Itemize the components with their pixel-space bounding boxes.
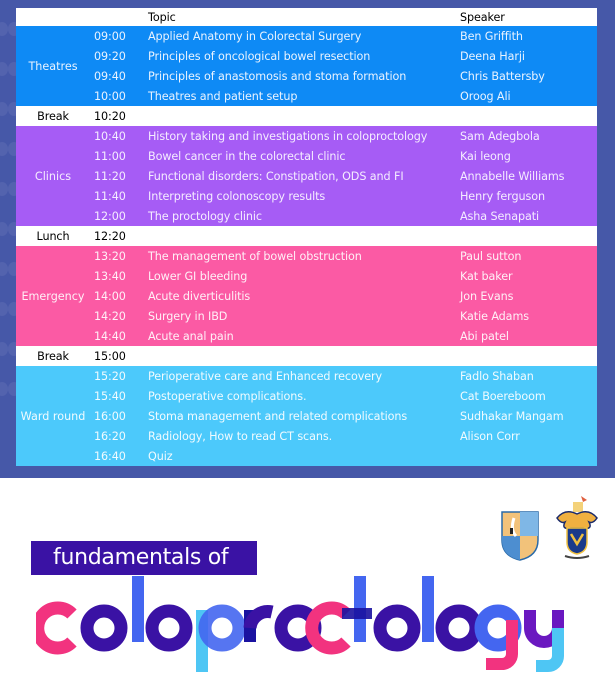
speaker: Jon Evans bbox=[460, 289, 514, 303]
topic: Stoma management and related complications bbox=[148, 409, 408, 423]
table-row bbox=[16, 46, 597, 66]
table-row bbox=[16, 86, 597, 106]
session-theatres bbox=[16, 26, 597, 106]
decorative-dot bbox=[0, 382, 8, 396]
session-label: Emergency bbox=[21, 289, 85, 303]
topic: Principles of anastomosis and stoma formation bbox=[148, 69, 407, 83]
speaker: Cat Boereboom bbox=[460, 389, 546, 403]
speaker: Kat baker bbox=[460, 269, 513, 283]
speaker: Katie Adams bbox=[460, 309, 529, 323]
topic: Acute anal pain bbox=[148, 329, 234, 343]
session-label: Ward round bbox=[20, 409, 86, 423]
session-clinics bbox=[16, 126, 597, 226]
decorative-dot bbox=[0, 302, 8, 316]
decorative-dot bbox=[0, 102, 8, 116]
break-label: Break bbox=[37, 349, 69, 363]
session-label: Theatres bbox=[28, 59, 78, 73]
topic: The management of bowel obstruction bbox=[148, 249, 362, 263]
topic: Perioperative care and Enhanced recovery bbox=[148, 369, 383, 383]
speaker: Ben Griffith bbox=[460, 29, 523, 43]
lunch-row bbox=[16, 226, 597, 246]
speaker: Paul sutton bbox=[460, 249, 522, 263]
time: 12:00 bbox=[94, 209, 126, 223]
time: 16:40 bbox=[94, 449, 126, 463]
speaker: Asha Senapati bbox=[460, 209, 540, 223]
table-row bbox=[16, 126, 597, 146]
header-speaker: Speaker bbox=[460, 10, 505, 24]
speaker: Annabelle Williams bbox=[460, 169, 565, 183]
speaker: Chris Battersby bbox=[460, 69, 545, 83]
topic: The proctology clinic bbox=[148, 209, 262, 223]
time: 14:00 bbox=[94, 289, 126, 303]
time: 15:00 bbox=[94, 349, 126, 363]
time: 14:40 bbox=[94, 329, 126, 343]
topic: Functional disorders: Constipation, ODS and FI bbox=[148, 169, 404, 183]
topic: History taking and investigations in coloproctology bbox=[148, 129, 428, 143]
table-row bbox=[16, 386, 597, 406]
speaker: Alison Corr bbox=[460, 429, 520, 443]
time: 09:40 bbox=[94, 69, 126, 83]
decorative-dot bbox=[0, 222, 8, 236]
time: 16:20 bbox=[94, 429, 126, 443]
time: 09:20 bbox=[94, 49, 126, 63]
time: 10:40 bbox=[94, 129, 126, 143]
speaker: Fadlo Shaban bbox=[460, 369, 534, 383]
coloproctology-wordmark bbox=[36, 572, 576, 672]
time: 12:20 bbox=[94, 229, 126, 243]
speaker: Henry ferguson bbox=[460, 189, 545, 203]
time: 15:40 bbox=[94, 389, 126, 403]
speaker: Oroog Ali bbox=[460, 89, 511, 103]
time: 16:00 bbox=[94, 409, 126, 423]
topic: Lower GI bleeding bbox=[148, 269, 248, 283]
topic: Applied Anatomy in Colorectal Surgery bbox=[148, 29, 362, 43]
topic: Quiz bbox=[148, 449, 173, 463]
table-row bbox=[16, 146, 597, 166]
break-label: Lunch bbox=[36, 229, 70, 243]
time: 09:00 bbox=[94, 29, 126, 43]
table-row bbox=[16, 246, 597, 266]
decorative-dot bbox=[0, 342, 8, 356]
table-row bbox=[16, 426, 597, 446]
topic: Theatres and patient setup bbox=[148, 89, 298, 103]
topic: Interpreting colonoscopy results bbox=[148, 189, 326, 203]
header-topic: Topic bbox=[148, 10, 176, 24]
topic: Acute diverticulitis bbox=[148, 289, 251, 303]
decorative-dot bbox=[0, 182, 8, 196]
decorative-dot bbox=[0, 62, 8, 76]
table-header bbox=[16, 8, 597, 26]
session-label: Clinics bbox=[34, 169, 72, 183]
table-row bbox=[16, 446, 597, 466]
topic: Postoperative complications. bbox=[148, 389, 307, 403]
speaker: Sam Adegbola bbox=[460, 129, 540, 143]
coat-of-arms-logo bbox=[553, 494, 601, 564]
speaker: Kai leong bbox=[460, 149, 511, 163]
table-row bbox=[16, 266, 597, 286]
table-row bbox=[16, 206, 597, 226]
table-row bbox=[16, 286, 597, 306]
table-row bbox=[16, 186, 597, 206]
table-row bbox=[16, 326, 597, 346]
time: 10:00 bbox=[94, 89, 126, 103]
decorative-dot bbox=[0, 22, 8, 36]
table-row bbox=[16, 166, 597, 186]
society-shield-logo bbox=[500, 510, 540, 562]
break-row bbox=[16, 106, 597, 126]
decorative-dot bbox=[0, 262, 8, 276]
time: 11:00 bbox=[94, 149, 126, 163]
time: 11:20 bbox=[94, 169, 126, 183]
table-row bbox=[16, 366, 597, 386]
table-row bbox=[16, 26, 597, 46]
topic: Principles of oncological bowel resection bbox=[148, 49, 371, 63]
speaker: Deena Harji bbox=[460, 49, 525, 63]
time: 13:40 bbox=[94, 269, 126, 283]
schedule-table bbox=[16, 8, 597, 466]
topic: Surgery in IBD bbox=[148, 309, 228, 323]
session-ward-round bbox=[16, 366, 597, 466]
table-row bbox=[16, 406, 597, 426]
tagline-banner: fundamentals of bbox=[31, 541, 257, 575]
time: 13:20 bbox=[94, 249, 126, 263]
time: 10:20 bbox=[94, 109, 126, 123]
time: 11:40 bbox=[94, 189, 126, 203]
break-row bbox=[16, 346, 597, 366]
speaker: Abi patel bbox=[460, 329, 509, 343]
table-row bbox=[16, 66, 597, 86]
break-label: Break bbox=[37, 109, 69, 123]
session-emergency bbox=[16, 246, 597, 346]
table-row bbox=[16, 306, 597, 326]
decorative-dot bbox=[0, 142, 8, 156]
topic: Radiology, How to read CT scans. bbox=[148, 429, 333, 443]
time: 14:20 bbox=[94, 309, 126, 323]
time: 15:20 bbox=[94, 369, 126, 383]
topic: Bowel cancer in the colorectal clinic bbox=[148, 149, 346, 163]
speaker: Sudhakar Mangam bbox=[460, 409, 564, 423]
